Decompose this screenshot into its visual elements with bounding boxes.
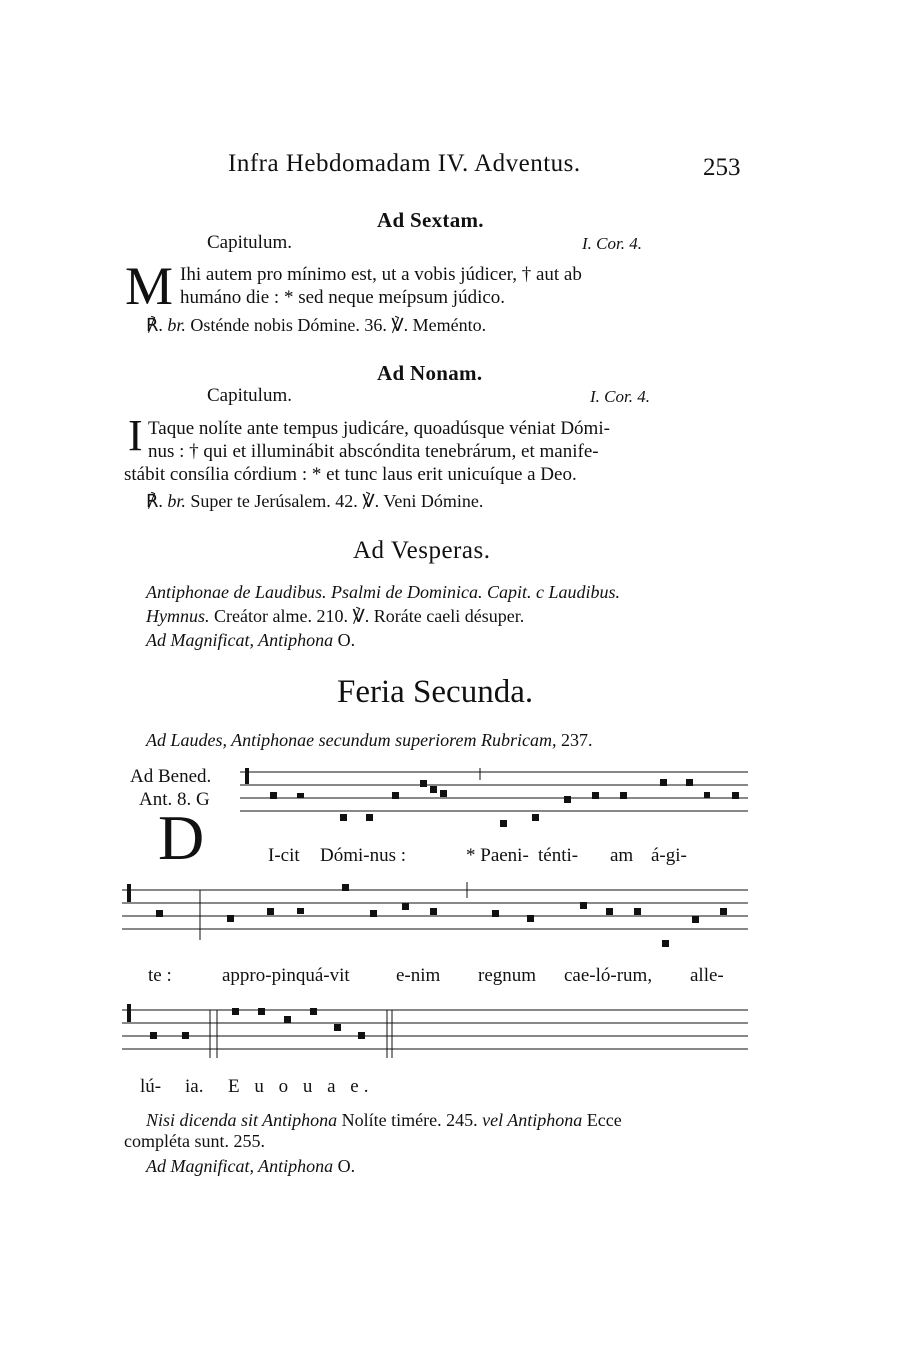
responsory-text: Osténde nobis Dómine. 36. [190,315,387,335]
magnificat-antiphon: O. [337,1156,356,1176]
lyric-3-3: E u o u a e. [228,1076,374,1097]
laudes-rubric: Ad Laudes, Antiphonae secundum superiorem Rubricam, [146,730,557,750]
sext-heading: Ad Sextam. [377,208,484,232]
lyric-3-2: ia. [185,1076,204,1097]
chant-staff-3 [122,1000,752,1062]
vespers-line2 [146,606,524,627]
magnificat-label: Ad Magnificat, Antiphona [146,630,334,650]
rubric-vel: vel Antiphona [482,1110,583,1130]
none-text-line2: nus : † qui et illuminábit abscóndita tenebrárum, et manife- [148,441,599,462]
sext-text-line1: Ihi autem pro mínimo est, ut a vobis júdicer, † aut ab [180,264,582,285]
rubric-line1 [146,1110,622,1131]
vespers-line1: Antiphonae de Laudibus. Psalmi de Dominica. Capit. c Laudibus. [146,582,620,602]
responsory-text: Super te Jerúsalem. 42. [190,491,358,511]
vespers-line3 [146,630,355,651]
sext-text-line2: humáno die : * sed neque meípsum júdico. [180,287,506,308]
rubric-line3 [146,1156,355,1177]
sext-initial: M [125,256,174,316]
lyric-1-4: ténti- [538,845,579,866]
chant-label-bened: Ad Bened. [130,766,212,787]
magnificat-label: Ad Magnificat, Antiphona [146,1156,334,1176]
laudes-line [146,730,592,751]
sext-capitulum-label: Capitulum. [207,232,292,253]
hymnus-label: Hymnus. [146,606,210,626]
versicle-symbol: ℣. [362,491,380,511]
lyric-2-5: cae-ló-rum, [564,965,653,986]
rubric-line2: compléta sunt. 255. [124,1131,265,1151]
sext-reference: I. Cor. 4. [582,234,642,253]
lyric-2-1: te : [148,965,172,986]
lyric-1-6: á-gi- [651,845,687,866]
responsory-brevis: br. [167,315,186,335]
none-text-line3: stábit consília córdium : * et tunc laus erit unicuíque a Deo. [124,464,577,485]
chant-staff-2 [122,880,752,950]
hymnus-text: Creátor alme. 210. [214,606,348,626]
lyric-1-1: I-cit [268,845,300,866]
versicle-text: Meménto. [412,315,487,335]
versicle-text: Roráte caeli désuper. [373,606,525,626]
responsory-symbol: ℟. [146,315,163,335]
versicle-symbol: ℣. [391,315,409,335]
lyric-1-5: am [610,845,634,866]
chant-label-mode: Ant. 8. G [139,789,210,810]
vespers-heading: Ad Vesperas. [353,537,491,564]
none-heading: Ad Nonam. [377,361,483,385]
rubric-antiphon2: Ecce [586,1110,622,1130]
rubric-antiphon1: Nolíte timére. 245. [341,1110,478,1130]
lyric-2-6: alle- [690,965,724,986]
lyric-2-2: appro-pinquá-vit [222,965,350,986]
lyric-3-1: lú- [140,1076,162,1097]
lyric-2-4: regnum [478,965,537,986]
rubric-nisi: Nisi dicenda sit Antiphona [146,1110,338,1130]
lyric-1-2: Dómi-nus : [320,845,407,866]
chant-staff-1 [240,768,750,828]
laudes-page: 237. [560,730,593,750]
feria-heading: Feria Secunda. [337,674,534,710]
none-initial: I [128,411,143,460]
lyric-2-3: e-nim [396,965,441,986]
versicle-symbol: ℣. [352,606,370,626]
sext-responsory [146,315,486,336]
responsory-symbol: ℟. [146,491,163,511]
responsory-brevis: br. [167,491,186,511]
none-text-line1: Taque nolíte ante tempus judicáre, quoadúsque véniat Dómi- [148,418,610,439]
none-responsory [146,491,483,512]
lyric-1-3: * Paeni- [466,845,529,866]
page-number: 253 [703,154,741,181]
none-capitulum-label: Capitulum. [207,385,292,406]
none-reference: I. Cor. 4. [590,387,650,406]
running-header: Infra Hebdomadam IV. Adventus. [228,150,581,177]
chant-initial: D [158,802,205,873]
versicle-text: Veni Dómine. [383,491,484,511]
magnificat-antiphon: O. [337,630,356,650]
